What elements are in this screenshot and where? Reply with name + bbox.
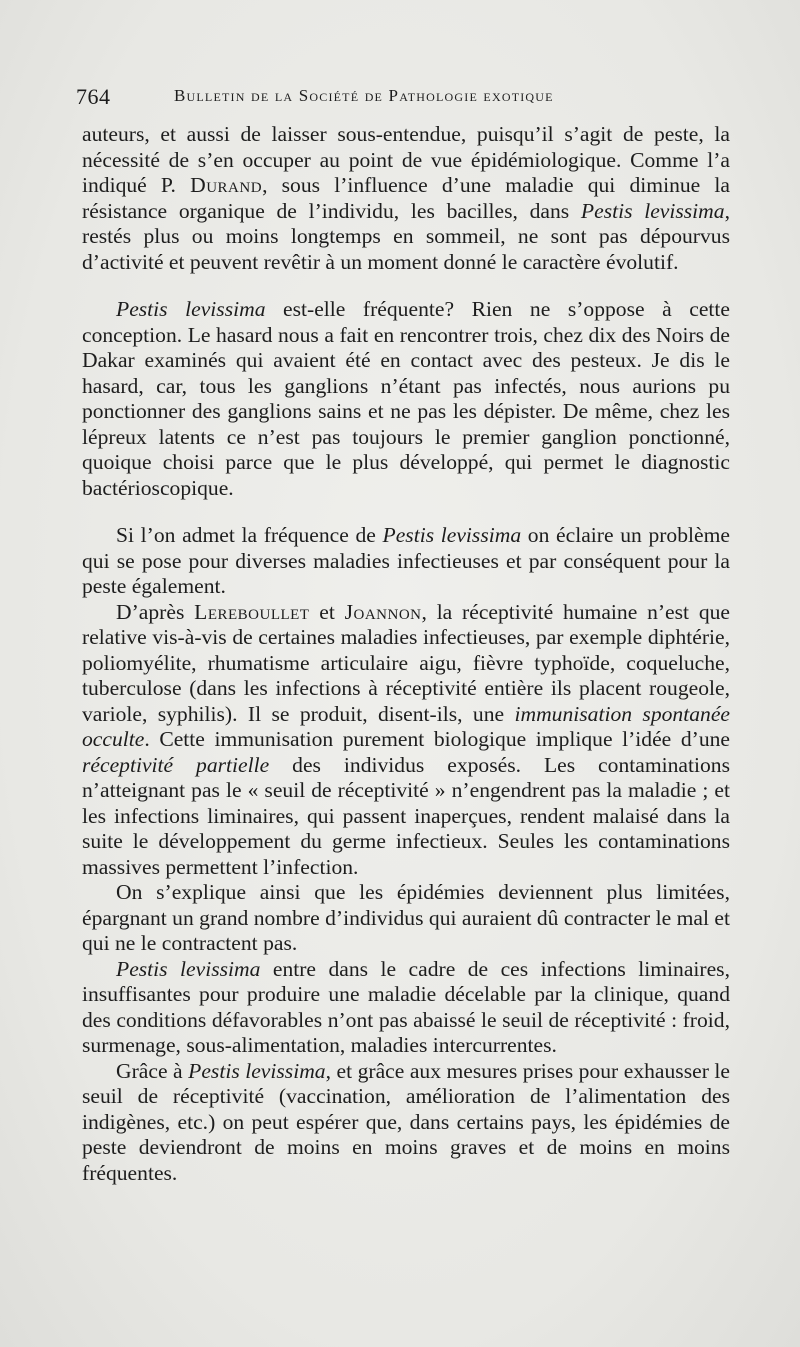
italic-text: Pestis levissima (116, 956, 261, 981)
text-run: D’après (116, 599, 195, 624)
italic-text: réceptivité partielle (82, 752, 270, 777)
text-run: des individus exposés. Les contaminations n’atteignant pas le « seuil de réceptivité » n’engendrent pas la maladie ; et les infections liminaires, qui passent inaperçues, rendent malaisé dans la suite le développement du germe infectieux. Seules les contaminations massives permettent l’infection. (82, 752, 730, 879)
italic-text: Pestis levissima (580, 198, 725, 223)
text-run: Si l’on admet la fréquence de (116, 523, 383, 547)
page-number: 764 (76, 84, 111, 109)
italic-text: Pestis levissima (188, 1058, 326, 1083)
body-text (82, 122, 730, 1186)
text-run: , et grâce aux mesures prises pour exhausser le seuil de réceptivité (vaccination, amélioration de l’alimentation des indigènes, etc.) on peut espérer que, dans certains pays, les épidémies de peste deviendront de moins en moins graves et de moins en moins fréquentes. (82, 1058, 730, 1185)
text-run: entre dans le cadre de ces infections liminaires, insuffisantes pour produire une maladie décelable par la clinique, quand des conditions défavorables n’ont pas abaissé le seuil de réceptivité : froid, surmenage, sous-alimentation, maladies intercurrentes. (82, 956, 730, 1057)
author-name: Durand (190, 173, 263, 197)
paragraph (82, 600, 730, 881)
running-title: Bulletin de la Société de Pathologie exotique (174, 86, 554, 105)
page-header (76, 80, 716, 120)
paragraph (82, 297, 730, 501)
text-run: est-elle fréquente? Rien ne s’oppose à cette conception. Le hasard nous a fait en rencontrer trois, chez dix des Noirs de Dakar examinés qui avaient été en contact avec des pesteux. Je dis le hasard, car, tous les ganglions n’étant pas infectés, nous aurions pu ponctionner des ganglions sains et ne pas les dépister. De même, chez les lépreux latents ce n’est pas toujours le premier ganglion ponctionné, quoique choisi parce que le plus développé, qui permet le diagnostic bactérioscopique. (82, 297, 730, 500)
paragraph (82, 523, 730, 600)
text-run: On s’explique ainsi que les épidémies deviennent plus limitées, épargnant un grand nombre d’individus qui auraient dû contracter le mal et qui ne le contractent pas. (82, 880, 730, 955)
text-run: Grâce à (116, 1058, 189, 1083)
paragraph (82, 1059, 730, 1187)
text-run: auteurs, et aussi de laisser sous-entendue, puisqu’il s’agit de peste, la nécessité de s’en occuper au point de vue épidémiologique. Comme l’a indiqué P. (82, 122, 730, 197)
author-name: Lereboullet (194, 599, 310, 624)
text-run: on éclaire un problème qui se pose pour diverses maladies infectieuses et par conséquent pour la peste également. (82, 523, 730, 598)
italic-text: immunisation spontanée occulte (82, 701, 730, 751)
paragraph (82, 122, 730, 275)
text-run: . Cette immunisation purement biologique implique l’idée d’une (144, 727, 730, 751)
author-name: Joannon (344, 599, 422, 624)
text-run: , la réceptivité humaine n’est que relative vis-à-vis de certaines maladies infectieuses, par exemple diphtérie, poliomyélite, rhumatisme articulaire aigu, fièvre typhoïde, coqueluche, tuberculose (dans les infections à réceptivité entière ils placent rougeole, variole, syphilis). Il se produit, disent-ils, une (82, 599, 730, 726)
italic-text: Pestis levissima (116, 297, 266, 321)
paragraph (82, 957, 730, 1059)
paragraph (82, 880, 730, 957)
text-run: et (309, 599, 345, 624)
text-run: , restés plus ou moins longtemps en sommeil, ne sont pas dépourvus d’activité et peuvent revêtir à un moment donné le caractère évolutif. (82, 198, 730, 274)
text-run: , sous l’influence d’une maladie qui diminue la résistance organique de l’individu, les bacilles, dans (82, 173, 730, 223)
italic-text: Pestis levissima (382, 523, 522, 547)
